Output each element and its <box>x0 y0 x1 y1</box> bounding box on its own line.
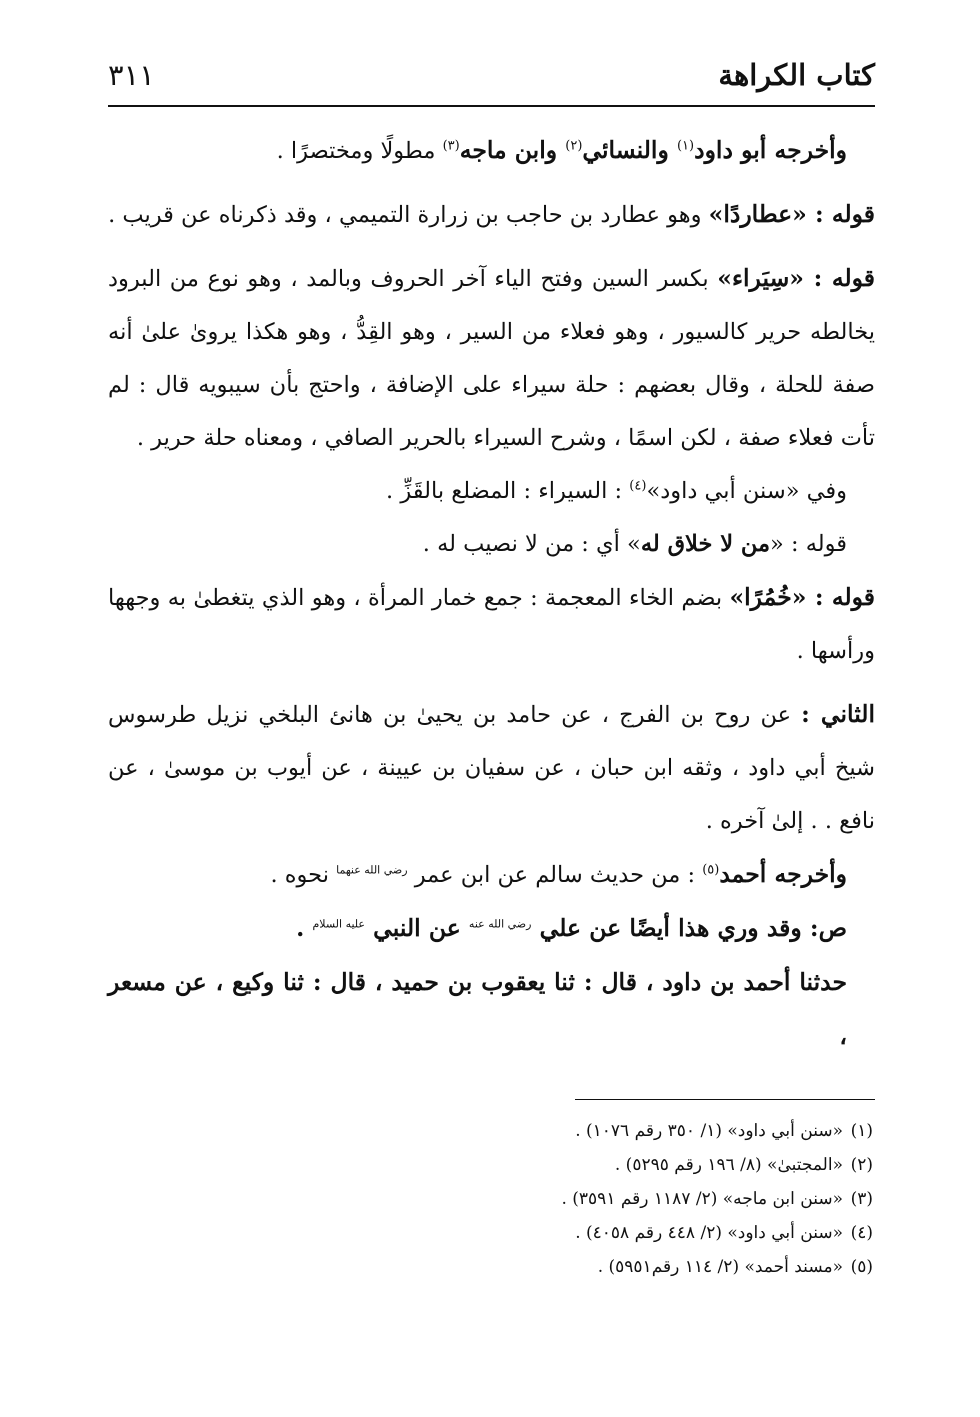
paragraph-siyara <box>108 252 875 465</box>
footnote-marker: (١) <box>850 1121 873 1141</box>
footnote-1 <box>108 1114 875 1148</box>
paragraph-utarid <box>108 188 875 242</box>
honorific-glyph: رضي الله عنه <box>468 917 532 931</box>
page-number: ٣١١ <box>108 58 155 92</box>
bold-phrase: من لا خلاق له <box>640 531 771 557</box>
paragraph-text: بضم الخاء المعجمة : جمع خمار المرأة ، وهو الذي يتغطىٰ به وجهها ورأسها . <box>108 585 875 664</box>
header-rule <box>108 105 875 107</box>
paragraph-isnad <box>108 956 875 1064</box>
honorific-glyph: رضي الله عنهما <box>336 863 408 877</box>
bold-lead: وأخرجه أبو داود <box>694 136 847 164</box>
paragraph-text: : السيراء : المضلع بالقَزِّ . <box>386 478 630 504</box>
paragraph-sunan-abi-dawud <box>108 465 875 518</box>
footnote-text: «سنن أبي داود» (١/ ٣٥٠ رقم ١٠٧٦) . <box>575 1121 843 1141</box>
bold-lead: وأخرجه أحمد <box>719 860 847 888</box>
paragraph-text: : من حديث سالم عن ابن عمر <box>407 862 703 888</box>
footnote-ref-3[interactable]: (٣) <box>442 138 460 154</box>
footnote-5 <box>108 1250 875 1284</box>
paragraph-second-chain <box>108 688 875 848</box>
footnotes <box>108 1114 875 1284</box>
bold-source-ibn-majah: وابن ماجه <box>459 136 566 164</box>
footnote-ref-1[interactable]: (١) <box>676 138 695 154</box>
footnote-text: «سنن أبي داود» (٢/ ٤٤٨ رقم ٤٠٥٨) . <box>575 1223 843 1243</box>
footnote-4 <box>108 1216 875 1250</box>
paragraph-text: بكسر السين وفتح الياء آخر الحروف وبالمد ، وهو نوع من البرود يخالطه حرير كالسيور ، وهو فعلاء من السير ، وهو القِدُّ ، وهو هكذا يروىٰ علىٰ أنه صفة للحلة ، وقال بعضهم : حلة سيراء على الإضافة ، واحتج بأن سيبويه قال : لم تأت فعلاء صفة ، لكن اسمًا ، وشرح السيراء بالحرير الصافي ، ومعناه حلة حرير . <box>108 266 875 451</box>
bold-source-nasai: والنسائي <box>582 136 677 164</box>
footnote-text: «المجتبىٰ» (٨/ ١٩٦ رقم ٥٢٩٥) . <box>614 1155 843 1175</box>
paragraph-khalaq <box>108 518 875 571</box>
bold-lead: ص: وقد وري هذا أيضًا عن علي <box>531 914 847 942</box>
bold-text: . <box>296 914 313 942</box>
footnote-ref-5[interactable]: (٥) <box>702 862 720 878</box>
paragraph-text: مطولًا ومختصرًا . <box>276 138 443 164</box>
term-label: قوله : «عطاردًا» <box>708 200 875 228</box>
footnote-text: «مسند أحمد» (٢/ ١١٤ رقم٥٩٥١) . <box>597 1257 843 1277</box>
footnote-marker: (٥) <box>850 1257 873 1277</box>
footnote-ref-4[interactable]: (٤) <box>629 478 647 494</box>
paragraph-text: » أي : من لا نصيب له . <box>422 531 641 557</box>
page-header <box>108 52 875 98</box>
paragraph-takhrij-ahmad <box>108 848 875 902</box>
footnote-2 <box>108 1148 875 1182</box>
paragraph-lead: قوله : « <box>770 531 847 557</box>
paragraph-matn-sad <box>108 902 875 956</box>
running-title: كتاب الكراهة <box>718 58 875 92</box>
footnote-marker: (٣) <box>850 1189 873 1209</box>
footnote-marker: (٤) <box>850 1223 873 1243</box>
bold-isnad: حدثنا أحمد بن داود ، قال : ثنا يعقوب بن حميد ، قال : ثنا وكيع ، عن مسعر ، <box>108 968 847 1050</box>
footnote-3 <box>108 1182 875 1216</box>
footnote-rule <box>575 1099 875 1100</box>
honorific-glyph: عليه السلام <box>312 917 365 931</box>
main-text <box>108 124 875 1064</box>
footnote-text: «سنن ابن ماجه» (٢/ ١١٨٧ رقم ٣٥٩١) . <box>561 1189 843 1209</box>
paragraph-text: وهو عطارد بن حاجب بن زرارة التميمي ، وقد ذكرناه عن قريب . <box>108 202 709 228</box>
paragraph-takhrij-1 <box>108 124 875 178</box>
paragraph-text: عن روح بن الفرج ، عن حامد بن يحيىٰ بن هانئ البلخي نزيل طرسوس شيخ أبي داود ، وثقه ابن حبان ، عن سفيان بن عيينة ، عن أيوب بن موسىٰ ، عن نافع . . إلىٰ آخره . <box>108 702 875 834</box>
term-label: قوله : «خُمُرًا» <box>729 583 876 611</box>
footnote-ref-2[interactable]: (٢) <box>565 138 583 154</box>
term-label: الثاني : <box>801 700 875 728</box>
term-label: قوله : «سِيَراء» <box>717 264 875 292</box>
paragraph-text: نحوه . <box>270 862 337 888</box>
paragraph-khumur <box>108 571 875 678</box>
paragraph-lead: وفي «سنن أبي داود» <box>646 478 847 504</box>
footnote-marker: (٢) <box>850 1155 873 1175</box>
bold-text: عن النبي <box>365 914 469 942</box>
